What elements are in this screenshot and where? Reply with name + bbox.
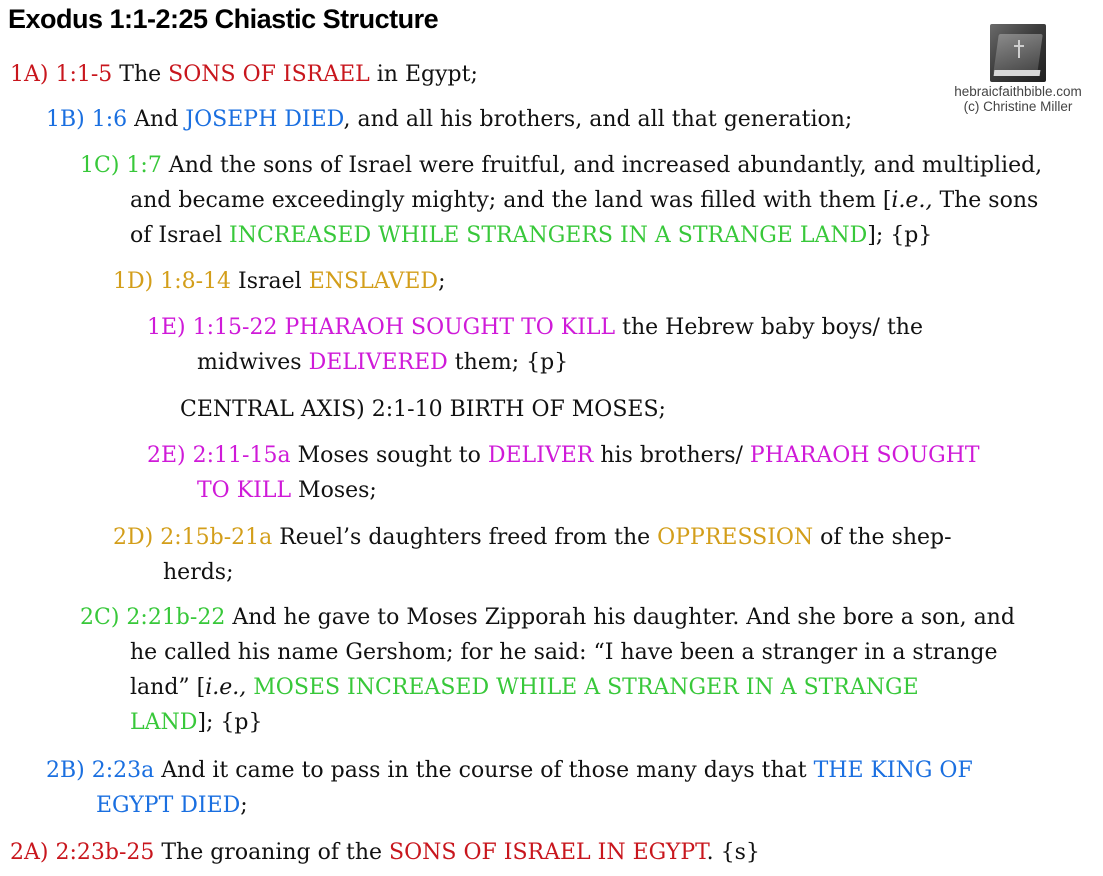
entry-2e-highlight-2b: TO KILL bbox=[197, 478, 292, 503]
page-title: Exodus 1:1-2:25 Chiastic Structure bbox=[8, 4, 439, 34]
entry-1c: 1C) 1:7 And the sons of Israel were fruitful, and increased abundantly, and multiplied, and became exceedingly mighty; and the land was filled with them [i.e., The sons of Israel INCREASED WHILE STRANGERS IN A STRANGE LAND]; {p} bbox=[80, 153, 1043, 248]
entry-1c-label: 1C) 1:7 bbox=[80, 153, 162, 178]
entry-1d: 1D) 1:8-14 Israel ENSLAVED; bbox=[113, 269, 446, 294]
logo-copyright: (c) Christine Miller bbox=[963, 99, 1073, 114]
entry-2a-highlight: SONS OF ISRAEL IN EGYPT bbox=[389, 840, 707, 865]
entry-2c-highlight-a: MOSES INCREASED WHILE A STRANGER IN A STRANGE bbox=[246, 675, 919, 700]
entry-2e: 2E) 2:11-15a Moses sought to DELIVER his brothers/ PHARAOH SOUGHT TO KILL Moses; bbox=[147, 443, 980, 503]
entry-2a-label: 2A) 2:23b-25 bbox=[10, 840, 155, 865]
entry-2e-label: 2E) 2:11-15a bbox=[147, 443, 291, 468]
entry-1a-label: 1A) 1:1-5 bbox=[10, 62, 113, 87]
entry-1b-highlight: JOSEPH DIED bbox=[185, 107, 344, 132]
entry-1a: 1A) 1:1-5 The SONS OF ISRAEL in Egypt; bbox=[10, 62, 478, 87]
entry-1b-label: 1B) 1:6 bbox=[46, 107, 128, 132]
entry-2d-highlight: OPPRESSION bbox=[657, 525, 814, 550]
entry-2e-highlight-2a: PHARAOH SOUGHT bbox=[749, 443, 980, 468]
entry-2b-highlight-b: EGYPT DIED bbox=[96, 793, 241, 818]
entry-1e-highlight-1: PHARAOH SOUGHT TO KILL bbox=[284, 315, 616, 340]
entry-1c-highlight: INCREASED WHILE STRANGERS IN A STRANGE LAND bbox=[229, 223, 868, 248]
entry-1d-highlight: ENSLAVED bbox=[308, 269, 439, 294]
logo-site-name: hebraicfaithbible.com bbox=[954, 84, 1082, 99]
entry-2b: 2B) 2:23a And it came to pass in the course of those many days that THE KING OF EGYPT DIED; bbox=[46, 758, 973, 818]
entry-2c-highlight-b: LAND bbox=[130, 710, 198, 735]
site-logo bbox=[938, 24, 1098, 114]
entry-1d-label: 1D) 1:8-14 bbox=[113, 269, 232, 294]
bible-icon bbox=[990, 24, 1046, 82]
entry-2d-label: 2D) 2:15b-21a bbox=[113, 525, 273, 550]
entry-1e: 1E) 1:15-22 PHARAOH SOUGHT TO KILL the Hebrew baby boys/ the midwives DELIVERED them; {p} bbox=[147, 315, 923, 375]
entry-2b-label: 2B) 2:23a bbox=[46, 758, 155, 783]
entry-1b: 1B) 1:6 And JOSEPH DIED, and all his brothers, and all that generation; bbox=[46, 107, 853, 132]
entry-2d: 2D) 2:15b-21a Reuel’s daughters freed from the OPPRESSION of the shep- herds; bbox=[113, 525, 952, 585]
entry-1a-highlight: SONS OF ISRAEL bbox=[168, 62, 370, 87]
entry-1e-label: 1E) 1:15-22 bbox=[147, 315, 278, 340]
entry-2e-highlight-1: DELIVER bbox=[487, 443, 594, 468]
entry-1e-highlight-2: DELIVERED bbox=[308, 350, 448, 375]
entry-2c: 2C) 2:21b-22 And he gave to Moses Zipporah his daughter. And she bore a son, and he called his name Gershom; for he said: “I have been a stranger in a strange land” [i.e., MOSES INCREASED WHILE A STRANGER IN A STRANGE LAND]; {p} bbox=[80, 605, 1015, 735]
entry-2c-label: 2C) 2:21b-22 bbox=[80, 605, 226, 630]
entry-2b-highlight-a: THE KING OF bbox=[813, 758, 973, 783]
entry-2a: 2A) 2:23b-25 The groaning of the SONS OF ISRAEL IN EGYPT. {s} bbox=[10, 840, 760, 865]
central-axis: CENTRAL AXIS) 2:1-10 BIRTH OF MOSES; bbox=[180, 397, 666, 422]
